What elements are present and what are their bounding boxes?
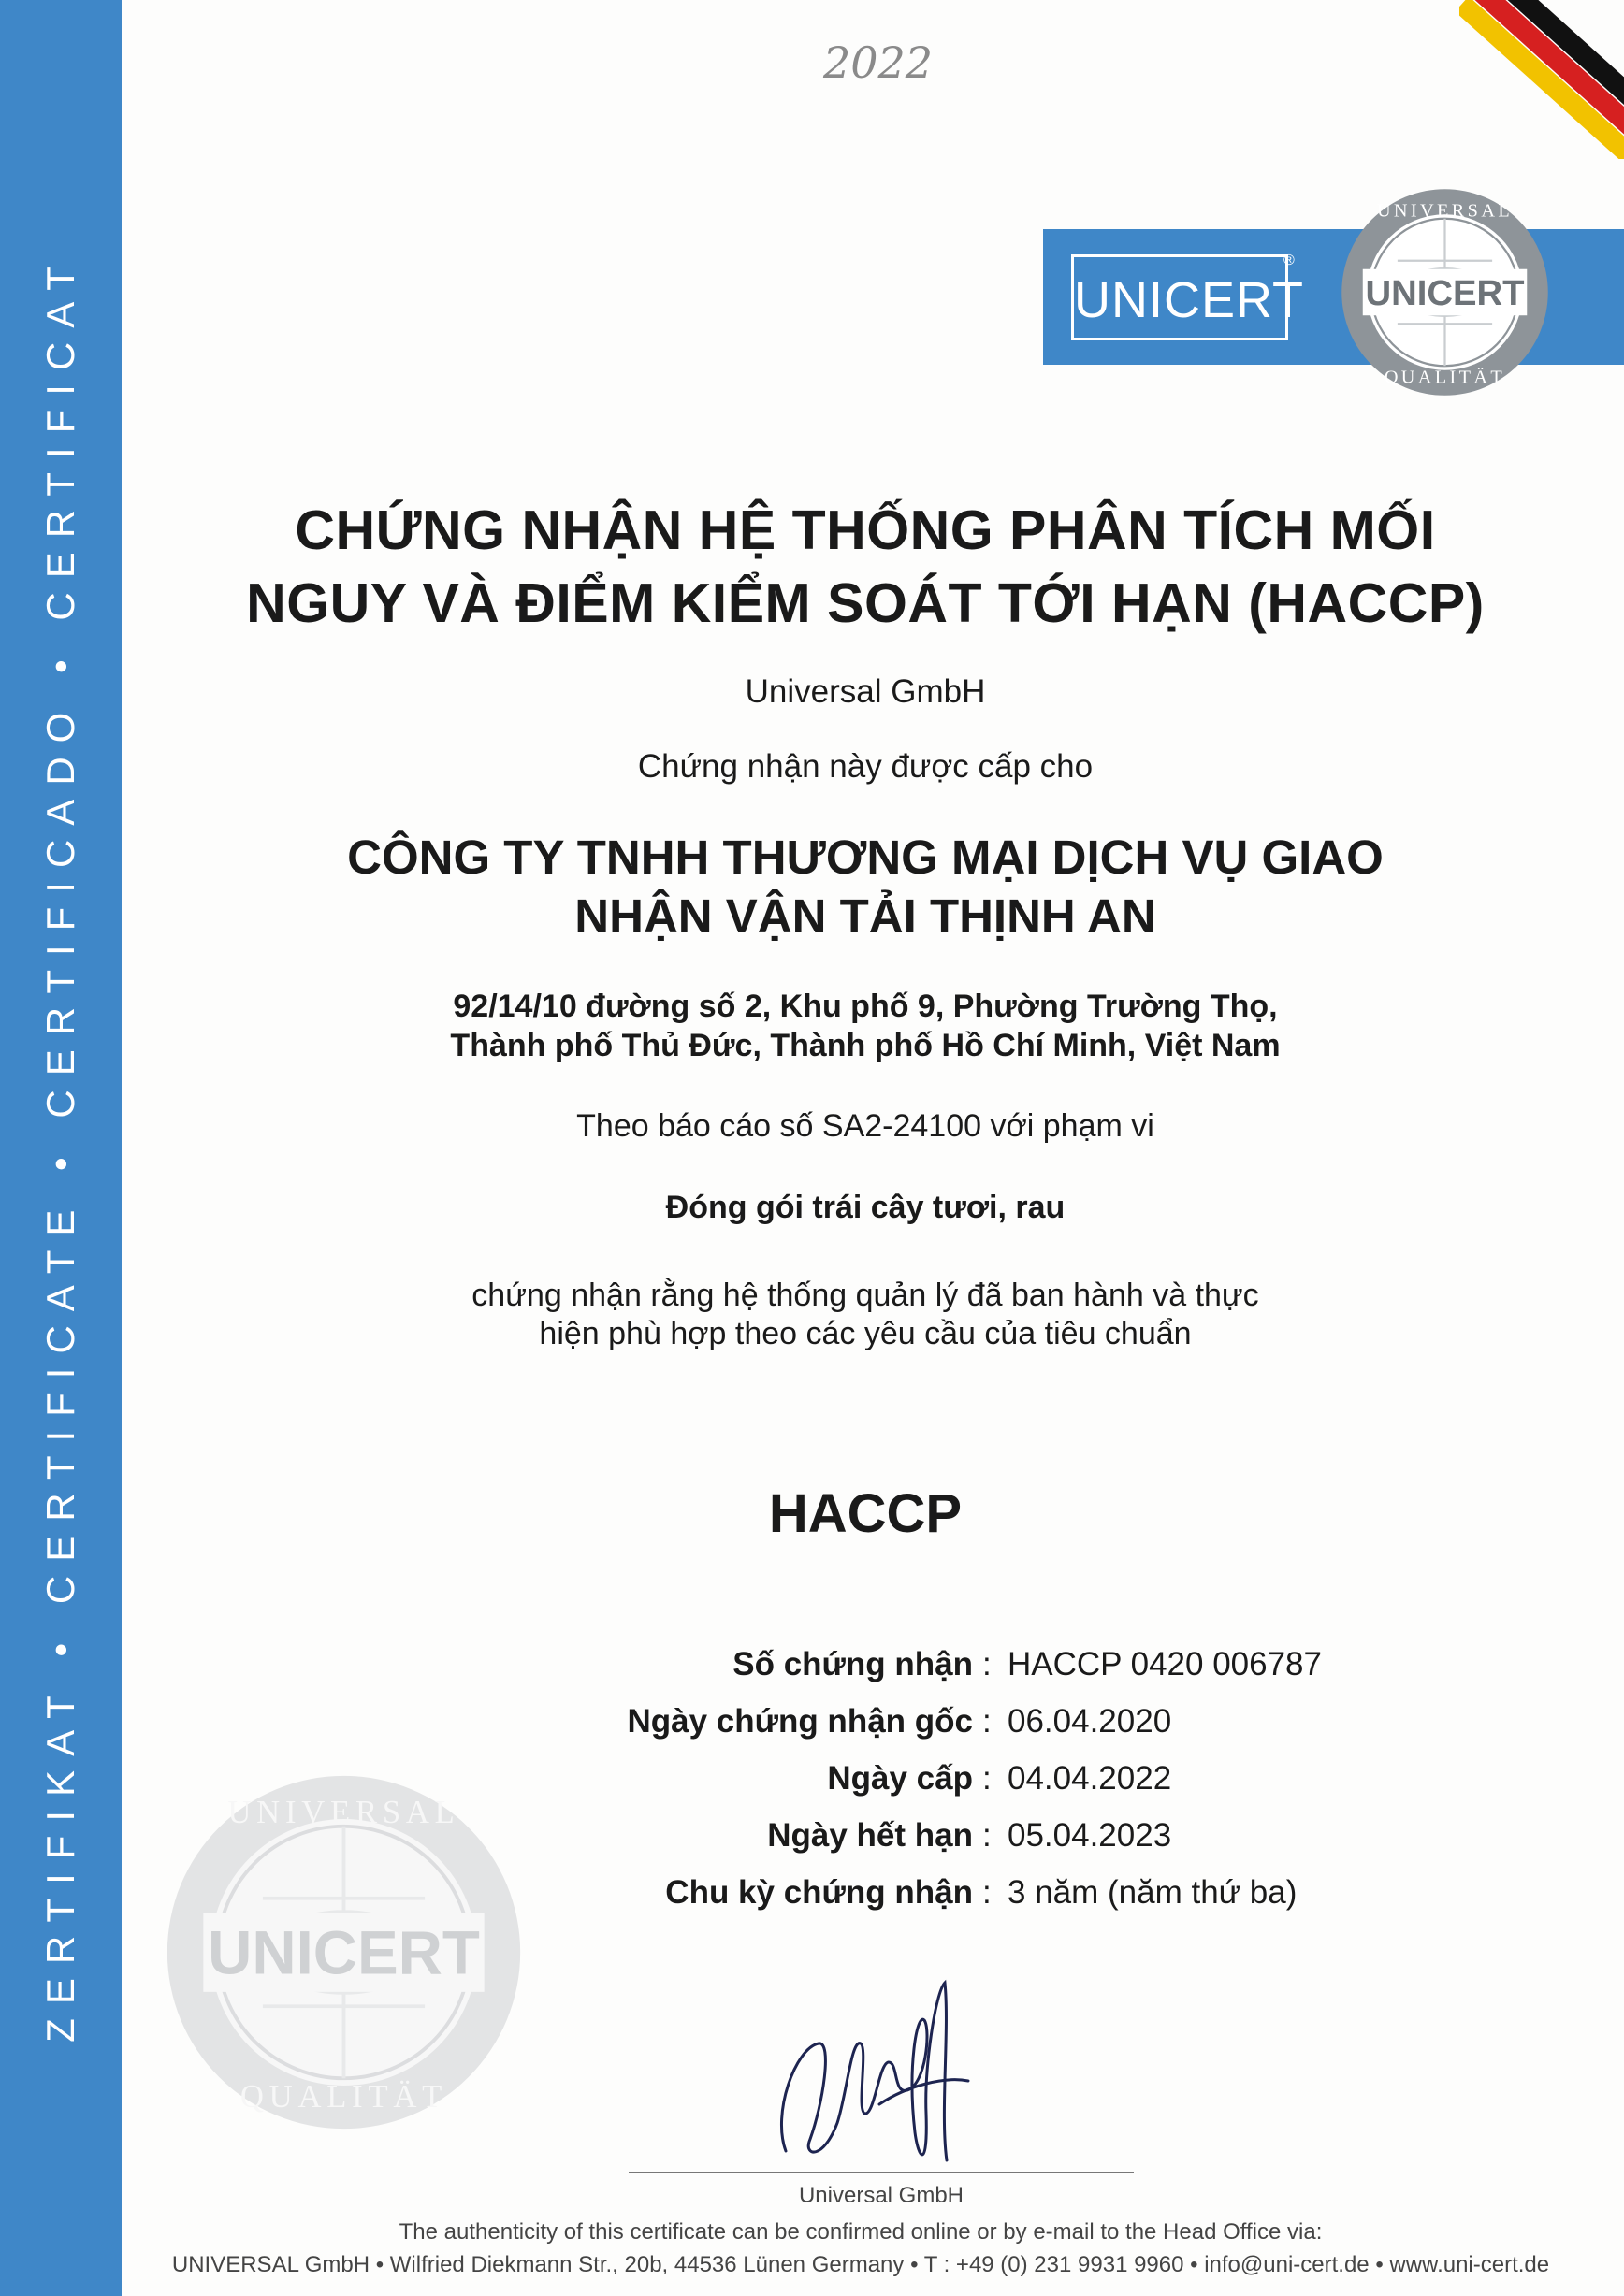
svg-text:QUALITÄT: QUALITÄT [239,2079,448,2115]
sidebar-band [0,0,122,2296]
detail-row-expiry-date: Ngày hết hạn : 05.04.2023 [767,1817,1172,1854]
svg-text:QUALITÄT: QUALITÄT [1384,367,1506,388]
certificate-title [131,494,1600,640]
statement-line-1: chứng nhận rằng hệ thống quản lý đã ban hành và thực [471,1278,1259,1313]
detail-value: 06.04.2020 [1008,1703,1172,1740]
issued-for-label: Chứng nhận này được cấp cho [637,748,1094,785]
signature-caption: Universal GmbH [798,2183,964,2208]
address-line-1: 92/14/10 đường số 2, Khu phố 9, Phường Trường Thọ, [453,989,1278,1024]
statement-line-2: hiện phù hợp theo các yêu cầu của tiêu chuẩn [539,1316,1192,1351]
company-line-1: CÔNG TY TNHH THƯƠNG MẠI DỊCH VỤ GIAO [347,830,1384,884]
handwritten-signature [767,1973,1001,2179]
detail-label: Ngày chứng nhận gốc [627,1703,973,1740]
detail-label: Ngày cấp [827,1760,973,1797]
detail-label: Số chứng nhận [732,1646,973,1682]
detail-value: HACCP 0420 006787 [1008,1646,1322,1682]
detail-row-original-date: Ngày chứng nhận gốc : 06.04.2020 [627,1703,1172,1740]
standard-name: HACCP [768,1483,963,1544]
issuer-name: Universal GmbH [745,673,986,710]
detail-row-certificate-number: Số chứng nhận : HACCP 0420 006787 [732,1646,1322,1682]
company-name [131,828,1600,946]
footer-authenticity-note: The authenticity of this certificate can be confirmed online or by e-mail to the Head Office via: [399,2219,1323,2245]
handwritten-year-note: 2022 [823,37,934,88]
german-flag-corner [1459,0,1624,159]
registered-mark: ® [1283,253,1295,268]
title-line-2: NGUY VÀ ĐIỂM KIỂM SOÁT TỚI HẠN (HACCP) [246,572,1485,634]
report-reference: Theo báo cáo số SA2-24100 với phạm vi [576,1108,1154,1144]
detail-label: Chu kỳ chứng nhận [665,1874,973,1911]
signature-line [629,2172,1134,2173]
detail-value: 3 năm (năm thứ ba) [1008,1874,1298,1911]
detail-value: 04.04.2022 [1008,1760,1172,1797]
svg-text:UNICERT: UNICERT [1365,273,1525,313]
certificate-details [131,1646,1534,1931]
detail-label: Ngày hết hạn [767,1817,973,1854]
detail-row-issue-date: Ngày cấp : 04.04.2022 [827,1760,1172,1797]
detail-value: 05.04.2023 [1008,1817,1172,1854]
svg-text:UNIVERSAL: UNIVERSAL [1376,200,1514,222]
conformity-statement [131,1277,1600,1353]
footer-contact-info: UNIVERSAL GmbH • Wilfried Diekmann Str., 20b, 44536 Lünen Germany • T : +49 (0) 231 9931 9960 • info@uni-cert.de • www.uni-cert.de [171,2252,1550,2277]
svg-text:UNIVERSAL: UNIVERSAL [227,1794,460,1830]
company-address [131,987,1600,1065]
unicert-seal-top [1340,187,1550,397]
unicert-logo: UNICERT [1071,254,1288,340]
address-line-2: Thành phố Thủ Đức, Thành phố Hồ Chí Minh, Việt Nam [450,1028,1281,1063]
title-line-1: CHỨNG NHẬN HỆ THỐNG PHÂN TÍCH MỐI [295,499,1436,561]
svg-text:UNICERT: UNICERT [208,1918,480,1987]
certification-scope: Đóng gói trái cây tươi, rau [665,1190,1066,1225]
sidebar-certificate-text: ZERTIFIKAT • CERTIFICATE • CERTIFICADO • CERTIFICAT [38,253,82,2043]
detail-row-cycle: Chu kỳ chứng nhận : 3 năm (năm thứ ba) [665,1874,1298,1911]
company-line-2: NHẬN VẬN TẢI THỊNH AN [574,889,1156,943]
